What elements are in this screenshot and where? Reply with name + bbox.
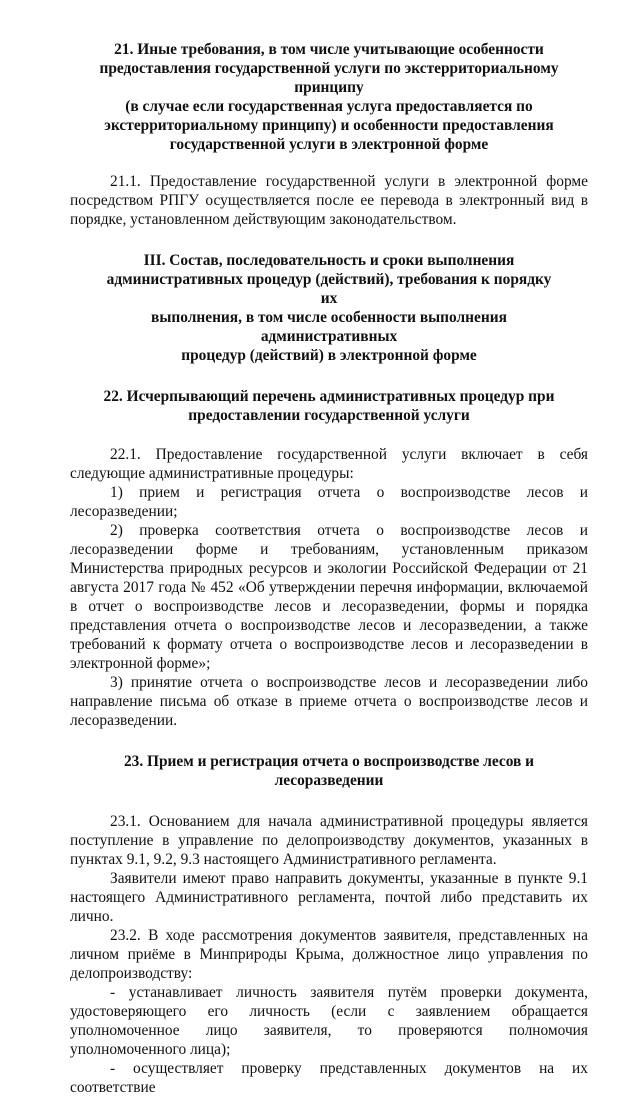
paragraph-23-1-continued: Заявители имеют право направить документы, указанные в пункте 9.1 настоящего Административного регламента, почтой либо представить их лично. xyxy=(70,870,588,925)
dash-item-2: - осуществляет проверку представленных документов на их соответствие xyxy=(70,1060,588,1096)
list-item-2: 2) проверка соответствия отчета о воспроизводстве лесов и лесоразведении форме и требованиям, установленным приказом Министерства природных ресурсов и экологии Российской Федерации от 21 августа 2017 года № 452 «Об утверждении перечня информации, включаемой в отчет о воспроизводстве лесов и лесоразведении, формы и порядка представления отчета о воспроизводстве лесов и лесоразведении, а также требований к формату отчета о воспроизводстве лесов и лесоразведении в электронной форме»; xyxy=(70,522,588,672)
heading-line: государственной услуги в электронной форме xyxy=(169,136,489,153)
heading-line: 23. Прием и регистрация отчета о воспроизводстве лесов и xyxy=(123,753,535,770)
dash-item-1: - устанавливает личность заявителя путём проверки документа, удостоверяющего его личность (если с заявлением обращается уполномоченное лицо заявителя, то проверяются полномочия уполномоченного лица); xyxy=(70,984,588,1058)
paragraph-21-1: 21.1. Предоставление государственной услуги в электронной форме посредством РПГУ осуществляется после ее перевода в электронный вид в порядке, установленном действующим законодательством. xyxy=(70,173,588,228)
section-III-heading xyxy=(70,251,588,365)
list-item-3: 3) принятие отчета о воспроизводстве лесов и лесоразведении либо направление письма об отказе в приеме отчета о воспроизводстве лесов и лесоразведении. xyxy=(70,674,588,729)
heading-line: выполнения, в том числе особенности выполнения административных xyxy=(151,309,507,345)
section-21-heading xyxy=(70,40,588,154)
heading-line: 22. Исчерпывающий перечень административных процедур при xyxy=(103,388,555,405)
heading-line: административных процедур (действий), требования к порядку их xyxy=(106,271,552,307)
heading-line: экстерриториальному принципу) и особенности предоставления xyxy=(104,117,554,134)
heading-line: предоставления государственной услуги по экстерриториальному принципу xyxy=(99,60,559,96)
section-22-heading xyxy=(70,387,588,425)
paragraph-22-1: 22.1. Предоставление государственной услуги включает в себя следующие административные процедуры: xyxy=(70,446,588,482)
heading-line: III. Состав, последовательность и сроки выполнения xyxy=(143,252,515,269)
heading-line: 21. Иные требования, в том числе учитывающие особенности xyxy=(114,41,544,58)
heading-line: (в случае если государственная услуга предоставляется по xyxy=(125,98,533,115)
heading-line: процедур (действий) в электронной форме xyxy=(181,347,477,364)
heading-line: лесоразведении xyxy=(274,772,384,789)
paragraph-23-1: 23.1. Основанием для начала административной процедуры является поступление в управление по делопроизводству документов, указанных в пунктах 9.1, 9.2, 9.3 настоящего Административного регламента. xyxy=(70,813,588,868)
section-23-heading xyxy=(70,752,588,790)
heading-line: предоставлении государственной услуги xyxy=(188,407,470,424)
paragraph-23-2: 23.2. В ходе рассмотрения документов заявителя, представленных на личном приёме в Минприроды Крыма, должностное лицо управления по делопроизводству: xyxy=(70,927,588,982)
list-item-1: 1) прием и регистрация отчета о воспроизводстве лесов и лесоразведении; xyxy=(70,484,588,520)
